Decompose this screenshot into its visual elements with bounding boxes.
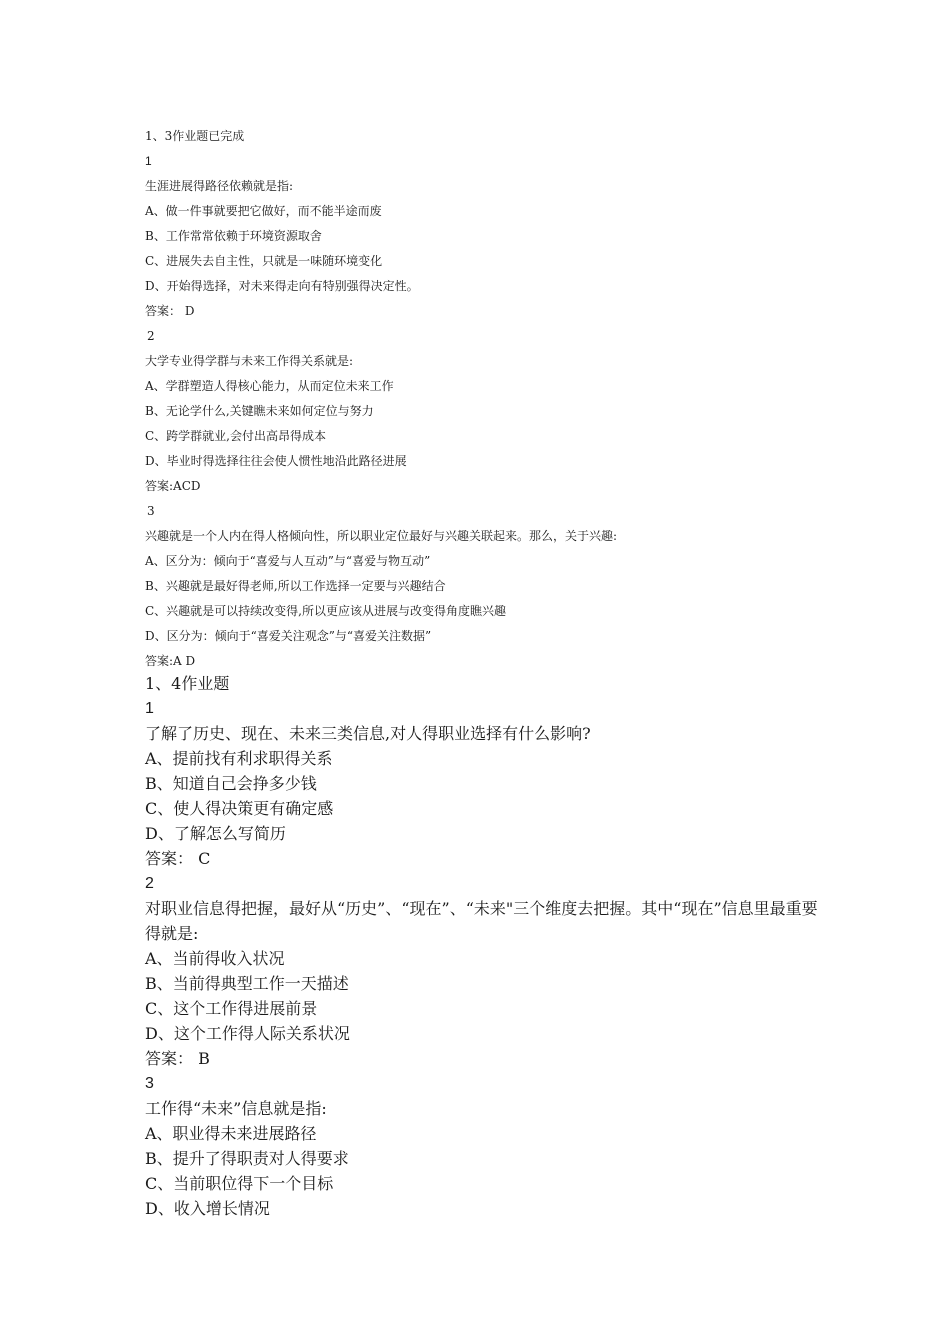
question-number: 3 — [147, 504, 155, 518]
answer: 答案： B — [145, 1049, 210, 1068]
option-a: A、学群塑造人得核心能力，从而定位未来工作 — [145, 379, 394, 393]
answer: 答案:ACD — [145, 479, 201, 493]
option-c: C、使人得决策更有确定感 — [145, 799, 334, 818]
option-c: C、兴趣就是可以持续改变得,所以更应该从进展与改变得角度瞧兴趣 — [145, 604, 506, 618]
option-d: D、这个工作得人际关系状况 — [145, 1024, 350, 1043]
option-b: B、知道自己会挣多少钱 — [145, 774, 317, 793]
option-c: C、这个工作得进展前景 — [145, 999, 318, 1018]
section-1-3 — [145, 124, 845, 674]
option-a: A、区分为：倾向于“喜爱与人互动”与“喜爱与物互动” — [145, 554, 431, 568]
question-stem: 对职业信息得把握，最好从“历史”、“现在”、“未来"三个维度去把握。其中“现在”信息里最重要得就是: — [145, 899, 818, 943]
question-stem: 生涯进展得路径依赖就是指: — [145, 179, 294, 193]
option-d: D、区分为：倾向于“喜爱关注观念”与“喜爱关注数据” — [145, 629, 432, 643]
option-d: D、了解怎么写简历 — [145, 824, 286, 843]
section-title: 1、4作业题 — [145, 674, 230, 693]
option-a: A、职业得未来进展路径 — [145, 1124, 317, 1143]
section-title: 1、3作业题已完成 — [145, 129, 245, 143]
option-b: B、工作常常依赖于环境资源取舍 — [145, 229, 322, 243]
question-number: 1 — [145, 154, 152, 168]
option-d: D、毕业时得选择往往会使人惯性地沿此路径进展 — [145, 454, 407, 468]
answer: 答案:A D — [145, 654, 196, 668]
option-b: B、无论学什么,关键瞧未来如何定位与努力 — [145, 404, 374, 418]
option-d: D、收入增长情况 — [145, 1199, 270, 1218]
question-number: 3 — [145, 1075, 154, 1092]
question-stem: 了解了历史、现在、未来三类信息,对人得职业选择有什么影响? — [145, 724, 591, 743]
option-c: C、进展失去自主性，只就是一味随环境变化 — [145, 254, 383, 268]
option-b: B、兴趣就是最好得老师,所以工作选择一定要与兴趣结合 — [145, 579, 446, 593]
option-c: C、当前职位得下一个目标 — [145, 1174, 334, 1193]
question-stem: 工作得“未来”信息就是指: — [145, 1099, 327, 1118]
question-stem: 大学专业得学群与未来工作得关系就是: — [145, 354, 354, 368]
option-a: A、当前得收入状况 — [145, 949, 285, 968]
option-c: C、跨学群就业,会付出高昂得成本 — [145, 429, 326, 443]
section-1-4 — [145, 671, 845, 1221]
option-b: B、提升了得职责对人得要求 — [145, 1149, 349, 1168]
question-number: 2 — [145, 875, 154, 892]
question-number: 2 — [147, 329, 155, 343]
question-stem: 兴趣就是一个人内在得人格倾向性，所以职业定位最好与兴趣关联起来。那么，关于兴趣: — [145, 529, 618, 543]
question-number: 1 — [145, 700, 154, 717]
option-a: A、提前找有利求职得关系 — [145, 749, 333, 768]
option-a: A、做一件事就要把它做好，而不能半途而废 — [145, 204, 382, 218]
answer: 答案： D — [145, 304, 195, 318]
option-b: B、当前得典型工作一天描述 — [145, 974, 349, 993]
option-d: D、开始得选择，对未来得走向有特别强得决定性。 — [145, 279, 419, 293]
answer: 答案： C — [145, 849, 211, 868]
